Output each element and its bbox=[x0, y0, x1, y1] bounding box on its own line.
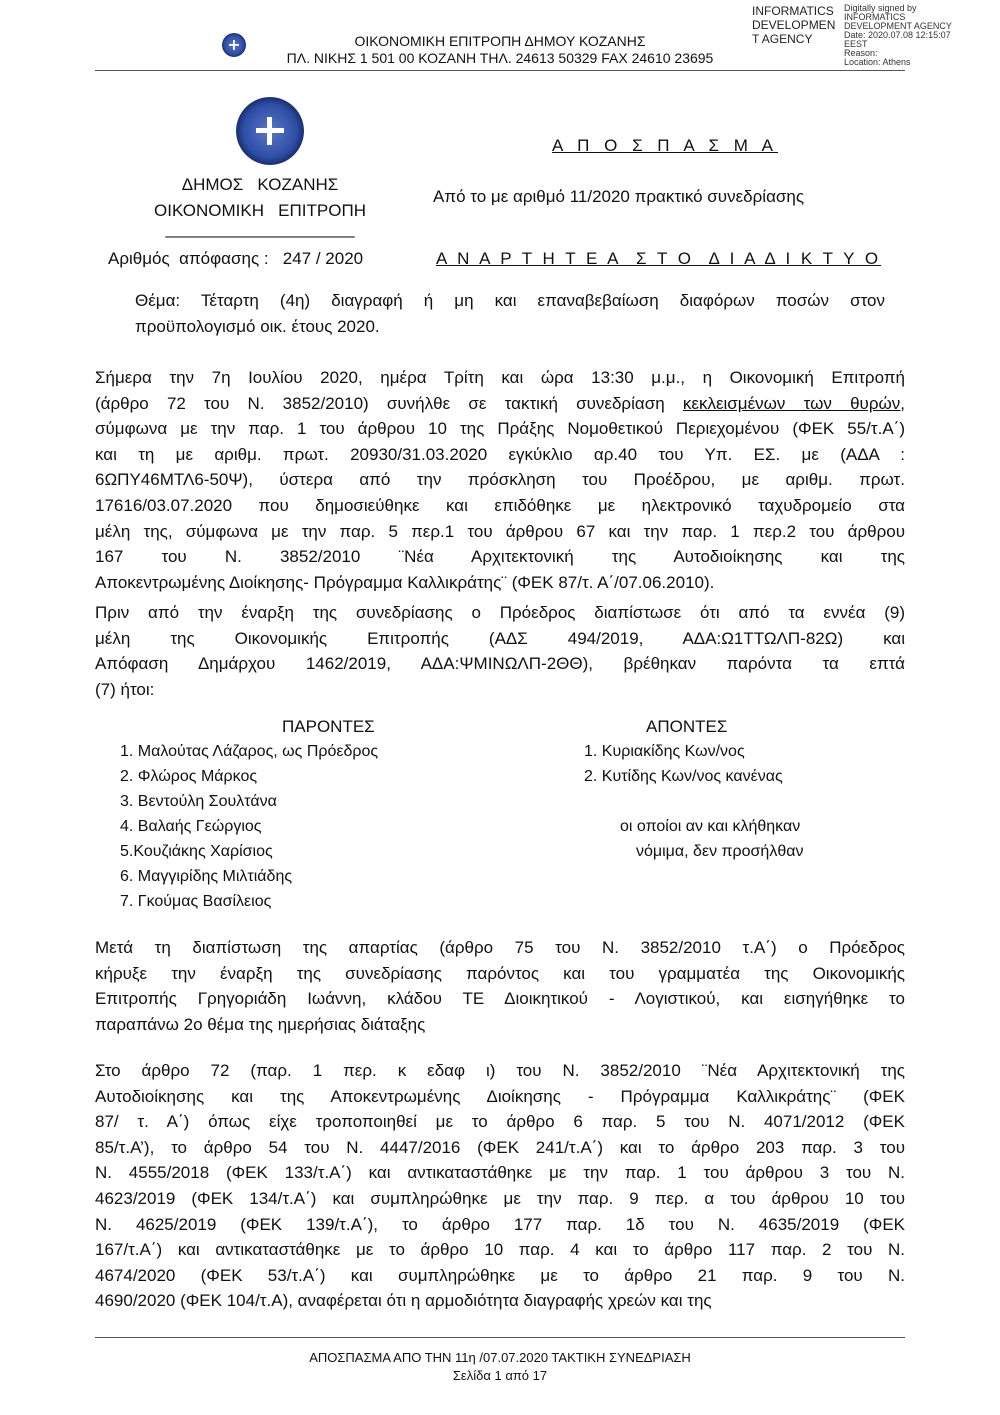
text-line: Ν. 4625/2019 (ΦΕΚ 139/τ.Α΄), το άρθρο 177 παρ. 1δ του Ν. 4635/2019 (ΦΕΚ bbox=[95, 1214, 905, 1234]
text-line: και τη με αριθμ. πρωτ. 20930/31.03.2020 εγκύκλιο αρ.40 του Υπ. ΕΣ. με (ΑΔΑ : bbox=[95, 444, 905, 464]
absent-members bbox=[584, 714, 803, 864]
municipality-name: ΔΗΜΟΣ ΚΟΖΑΝΗΣ bbox=[181, 175, 339, 194]
present-title: ΠΑΡΟΝΤΕΣ bbox=[282, 717, 375, 736]
decision-number: Αριθμός απόφασης : 247 / 2020 bbox=[108, 249, 364, 268]
signer-name-2: DEVELOPMEN bbox=[752, 18, 836, 32]
text-line: 167/τ.Α΄) και αντικαταστάθηκε με το άρθρο 10 παρ. 4 και το άρθρο 117 παρ. 2 του Ν. bbox=[95, 1240, 905, 1260]
footer-divider bbox=[95, 1337, 905, 1338]
text-line: 85/τ.Α’), το άρθρο 54 του Ν. 4447/2016 (ΦΕΚ 241/τ.Α΄) και το άρθρο 203 παρ. 3 του bbox=[95, 1137, 905, 1157]
member-item: 5.Κουζιάκης Χαρίσιος bbox=[120, 843, 273, 860]
absent-note-2: νόμιμα, δεν προσήλθαν bbox=[636, 843, 804, 860]
text-line: Θέμα: Τέταρτη (4η) διαγραφή ή μη και επαναβεβαίωση διαφόρων ποσών στον bbox=[135, 291, 885, 310]
footer-page-number: Σελίδα 1 από 17 bbox=[452, 1368, 548, 1383]
paragraph-legal-basis bbox=[95, 1058, 905, 1314]
present-members bbox=[120, 714, 378, 914]
text-line: 17616/03.07.2020 που δημοσιεύθηκε και επιδόθηκε με ηλεκτρονικό ταχυδρομείο στα bbox=[95, 495, 905, 515]
paragraph-opening bbox=[95, 935, 905, 1037]
member-item: 7. Γκούμας Βασίλειος bbox=[120, 893, 272, 910]
signer-name-3: T AGENCY bbox=[752, 32, 813, 46]
municipality-block bbox=[110, 172, 410, 238]
text-line: 4623/2019 (ΦΕΚ 134/τ.Α΄) και συμπληρώθηκε με την παρ. 9 περ. α του άρθρου 10 του bbox=[95, 1188, 905, 1208]
member-item: 4. Βαλαής Γεώργιος bbox=[120, 818, 262, 835]
text-line: Απόφαση Δημάρχου 1462/2019, ΑΔΑ:ΨΜΙΝΩΛΠ-2ΘΘ), βρέθηκαν παρόντα τα επτά bbox=[95, 654, 905, 674]
text-line: προϋπολογισμό οικ. έτους 2020. bbox=[135, 316, 380, 336]
publish-online-label: Α Ν Α Ρ Τ Η Τ Ε Α Σ Τ Ο Δ Ι Α Δ Ι Κ Τ Υ Ο bbox=[436, 249, 882, 268]
text-line: Ν. 4555/2018 (ΦΕΚ 133/τ.Α΄) και αντικαταστάθηκε με την παρ. 1 του άρθρου 3 του Ν. bbox=[95, 1163, 905, 1183]
header-divider bbox=[95, 70, 905, 71]
text-line: κήρυξε την έναρξη της συνεδρίασης παρόντος και του γραμματέα της Οικονομικής bbox=[95, 963, 905, 983]
member-item: 2. Φλώρος Μάρκος bbox=[120, 768, 258, 785]
signature-detail: Location: Athens bbox=[844, 57, 911, 67]
dash-separator: ____________________ bbox=[165, 219, 355, 238]
signature-detail: DEVELOPMENT AGENCY bbox=[844, 21, 952, 31]
absent-note-1: οι οποίοι αν και κλήθηκαν bbox=[620, 818, 801, 835]
text-line: Αποκεντρωμένης Διοίκησης- Πρόγραμμα Καλλικράτης¨ (ΦΕΚ 87/τ. Α΄/07.06.2010). bbox=[95, 572, 715, 592]
text-line: 6ΩΠΥ46ΜΤΛ6-50Ψ), ύστερα από την πρόσκληση του Προέδρου, με αριθμ. πρωτ. bbox=[95, 470, 905, 490]
text-line: μέλη της Οικονομικής Επιτροπής (ΑΔΣ 494/2019, ΑΔΑ:Ω1ΤΤΩΛΠ-82Ω) και bbox=[95, 628, 905, 648]
text-line: 4674/2020 (ΦΕΚ 53/τ.Α΄) και συμπληρώθηκε με το άρθρο 21 παρ. 9 του Ν. bbox=[95, 1265, 905, 1285]
subject-paragraph bbox=[135, 288, 885, 339]
signature-detail: Reason: bbox=[844, 48, 878, 58]
signer-name-1: INFORMATICS bbox=[752, 4, 834, 18]
footer-line-1: ΑΠΟΣΠΑΣΜΑ ΑΠΟ ΤΗΝ 11η /07.07.2020 ΤΑΚΤΙΚΗ ΣΥΝΕΔΡΙΑΣΗ bbox=[309, 1350, 691, 1365]
text-line: μέλη της, σύμφωνα με την παρ. 5 περ.1 του άρθρου 67 και την παρ. 1 περ.2 του άρθρου bbox=[95, 521, 905, 541]
signature-detail: Digitally signed by bbox=[844, 3, 917, 13]
text-line: σύμφωνα με την παρ. 1 του άρθρου 10 της Πράξης Νομοθετικού Περιεχομένου (ΦΕΚ 55/τ.Α΄) bbox=[95, 419, 905, 439]
signature-detail: EEST bbox=[844, 39, 868, 49]
signature-detail: INFORMATICS bbox=[844, 12, 906, 22]
text-line: 4690/2020 (ΦΕΚ 104/τ.Α), αναφέρεται ότι η αρμοδιότητα διαγραφής χρεών και της bbox=[95, 1291, 712, 1311]
absent-title: ΑΠΟΝΤΕΣ bbox=[646, 717, 728, 736]
member-item: 3. Βεντούλη Σουλτάνα bbox=[120, 793, 277, 810]
text-line: Αυτοδιοίκησης και της Αποκεντρωμένης Διοίκησης - Πρόγραμμα Καλλικράτης¨ (ΦΕΚ bbox=[95, 1086, 905, 1106]
text-line: 87/ τ. Α΄) όπως είχε τροποποιηθεί με το άρθρο 6 παρ. 5 του Ν. 4071/2012 (ΦΕΚ bbox=[95, 1112, 905, 1132]
document-subtitle: Από το με αριθμό 11/2020 πρακτικό συνεδρίασης bbox=[433, 187, 805, 206]
digital-signature-stamp bbox=[752, 4, 992, 68]
text-line bbox=[95, 391, 905, 417]
text-line: Στο άρθρο 72 (παρ. 1 περ. κ εδαφ ι) του Ν. 3852/2010 ¨Νέα Αρχιτεκτονική της bbox=[95, 1061, 905, 1080]
paragraph-session-intro bbox=[95, 365, 905, 595]
coat-of-arms-logo bbox=[236, 97, 304, 165]
member-item: 6. Μαγγιρίδης Μιλτιάδης bbox=[120, 868, 293, 885]
text-segment: (άρθρο 72 του Ν. 3852/2010) συνήλθε σε τακτική συνεδρίαση bbox=[95, 393, 683, 413]
document-title: Α Π Ο Σ Π Α Σ Μ Α bbox=[552, 136, 779, 155]
text-line: (7) ήτοι: bbox=[95, 679, 155, 699]
text-line: Σήμερα την 7η Ιουλίου 2020, ημέρα Τρίτη και ώρα 13:30 μ.μ., η Οικονομική Επιτροπή bbox=[95, 368, 905, 387]
text-line: Πριν από την έναρξη της συνεδρίασης ο Πρόεδρος διαπίστωσε ότι από τα εννέα (9) bbox=[95, 603, 905, 622]
underlined-text: κεκλεισμένων των θυρών, bbox=[682, 393, 905, 413]
header-line-1: ΟΙΚΟΝΟΜΙΚΗ ΕΠΙΤΡΟΠΗ ΔΗΜΟΥ ΚΟΖΑΝΗΣ bbox=[354, 33, 646, 49]
text-line: παραπάνω 2ο θέμα της ημερήσιας διάταξης bbox=[95, 1014, 426, 1034]
header-line-2: ΠΛ. ΝΙΚΗΣ 1 501 00 ΚΟΖΑΝΗ ΤΗΛ. 24613 50329 FAX 24610 23695 bbox=[286, 50, 714, 66]
text-line: Επιτροπής Γρηγοριάδη Ιωάννη, κλάδου ΤΕ Διοικητικού - Λογιστικού, και εισηγήθηκε το bbox=[95, 989, 905, 1009]
member-item: 2. Κυτίδης Κων/νος κανένας bbox=[584, 768, 783, 785]
signature-detail: Date: 2020.07.08 12:15:07 bbox=[844, 30, 951, 40]
text-line: 167 του Ν. 3852/2010 ¨Νέα Αρχιτεκτονική της Αυτοδιοίκησης και της bbox=[95, 547, 905, 567]
paragraph-quorum bbox=[95, 600, 905, 702]
text-line: Μετά τη διαπίστωση της απαρτίας (άρθρο 75 του Ν. 3852/2010 τ.Α΄) ο Πρόεδρος bbox=[95, 938, 905, 957]
committee-name: ΟΙΚΟΝΟΜΙΚΗ ΕΠΙΤΡΟΠΗ bbox=[154, 201, 366, 220]
member-item: 1. Μαλούτας Λάζαρος, ως Πρόεδρος bbox=[120, 743, 379, 760]
member-item: 1. Κυριακίδης Κων/νος bbox=[584, 743, 745, 760]
